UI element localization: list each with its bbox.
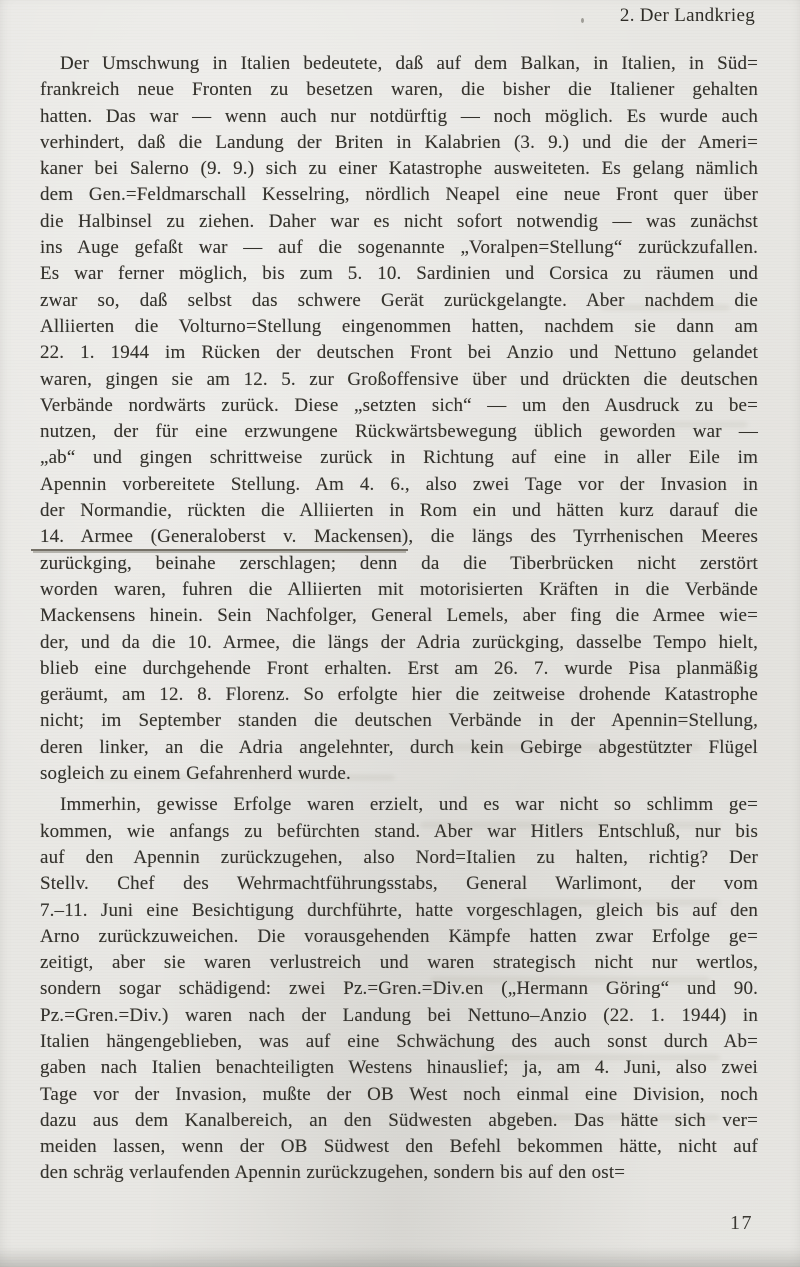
text-line: 7.–11. Juni eine Besichtigung durchführte, hatte vorgeschlagen, gleich bis auf den [40, 899, 758, 921]
text-line: kaner bei Salerno (9. 9.) sich zu einer Katastrophe ausweiteten. Es gelang nämlich [40, 158, 758, 180]
text-line: „ab“ und gingen schrittweise zurück in Richtung auf eine in aller Eile im [40, 447, 758, 469]
text-line: der Normandie, rückten die Alliierten in Rom ein und hätten kurz darauf die [40, 500, 758, 522]
text-line: blieb eine durchgehende Front erhalten. Erst am 26. 7. wurde Pisa planmäßig [40, 657, 758, 679]
pencil-underline: 14. Armee (Generaloberst v. Mackensen) [31, 526, 408, 551]
text-line: ins Auge gefaßt war — auf die sogenannte „Voralpen=Stellung“ zurückzufallen. [40, 237, 758, 259]
page-number: 17 [730, 1212, 753, 1234]
text-line: Tage vor der Invasion, mußte der OB West noch einmal eine Division, noch [40, 1083, 758, 1105]
text-line: geräumt, am 12. 8. Florenz. So erfolgte hier die zeitweise drohende Katastrophe [40, 684, 758, 706]
page-bottom-edge-shadow [0, 1247, 800, 1267]
text-line: die Halbinsel zu ziehen. Daher war es nicht sofort notwendig — was zunächst [40, 210, 758, 232]
text-line: Stellv. Chef des Wehrmachtführungsstabs, General Warlimont, der vom [40, 873, 758, 895]
ink-speck [581, 18, 584, 23]
text-line: kommen, wie anfangs zu befürchten stand. Aber war Hitlers Entschluß, nur bis [40, 820, 758, 842]
text-line: Mackensens hinein. Sein Nachfolger, General Lemels, aber fing die Armee wie= [40, 605, 758, 627]
text-line: zurückging, beinahe zerschlagen; denn da die Tiberbrücken nicht zerstört [40, 552, 758, 574]
text-line: meiden lassen, wenn der OB Südwest den Befehl bekommen hätte, nicht auf [40, 1136, 758, 1158]
text-line: Verbände nordwärts zurück. Diese „setzten sich“ — um den Ausdruck zu be= [40, 394, 758, 416]
running-header: 2. Der Landkrieg [619, 5, 755, 26]
text-line: Der Umschwung in Italien bedeutete, daß auf dem Balkan, in Italien, in Süd= [60, 53, 758, 74]
text-line: nutzen, der für eine erzwungene Rückwärtsbewegung üblich geworden war — [40, 421, 758, 443]
text-line: der, und da die 10. Armee, die längs der Adria zurückging, dasselbe Tempo hielt, [40, 631, 758, 653]
text-line: 22. 1. 1944 im Rücken der deutschen Front bei Anzio und Nettuno gelandet [40, 342, 758, 364]
text-line: frankreich neue Fronten zu besetzen waren, die bisher die Italiener gehalten [40, 79, 758, 101]
text-line: gaben nach Italien benachteiligten Westens hinauslief; ja, am 4. Juni, also zwei [40, 1057, 758, 1079]
text-line: zeitigt, aber sie waren verlustreich und waren strategisch nicht nur wertlos, [40, 952, 758, 974]
text-line: Es war ferner möglich, bis zum 5. 10. Sardinien und Corsica zu räumen und [40, 263, 758, 285]
text-line: dazu aus dem Kanalbereich, an den Südwesten abgeben. Das hätte sich ver= [40, 1109, 758, 1131]
text-line: deren linker, an die Adria angelehnter, durch kein Gebirge abgestützter Flügel [40, 736, 758, 758]
text-line: den schräg verlaufenden Apennin zurückzugehen, sondern bis auf den ost= [40, 1162, 626, 1184]
text-line: sondern sogar schädigend: zwei Pz.=Gren.=Div.en („Hermann Göring“ und 90. [40, 978, 758, 1000]
text-line: auf den Apennin zurückzugehen, also Nord=Italien zu halten, richtig? Der [40, 846, 758, 868]
paragraph-1 [40, 51, 758, 787]
text-line: Immerhin, gewisse Erfolge waren erzielt, und es war nicht so schlimm ge= [60, 794, 758, 816]
text-line: verhindert, daß die Landung der Briten in Kalabrien (3. 9.) und die der Ameri= [40, 131, 758, 153]
paragraph-2 [40, 792, 758, 1186]
text-line: dem Gen.=Feldmarschall Kesselring, nördlich Neapel eine neue Front quer über [40, 184, 758, 206]
text-line: sogleich zu einem Gefahrenherd wurde. [40, 763, 351, 785]
text-line: 14. Armee (Generaloberst v. Mackensen), die längs des Tyrrhenischen Meeres [40, 524, 758, 550]
text-line: Apennin vorbereitete Stellung. Am 4. 6., also zwei Tage vor der Invasion in [40, 473, 758, 495]
text-line: Alliierten die Volturno=Stellung eingenommen hatten, nachdem sie dann am [40, 315, 758, 337]
text-line: Arno zurückzuweichen. Die vorausgehenden Kämpfe hatten zwar Erfolge ge= [40, 925, 758, 947]
text-line: nicht; im September standen die deutschen Verbände in der Apennin=Stellung, [40, 710, 758, 732]
text-line: waren, gingen sie am 12. 5. zur Großoffensive über und drückten die deutschen [40, 368, 758, 390]
text-line: zwar so, daß selbst das schwere Gerät zurückgelangte. Aber nachdem die [40, 289, 758, 311]
text-line: Italien hängengeblieben, was auf eine Schwächung des auch sonst durch Ab= [40, 1030, 758, 1052]
text-line: Pz.=Gren.=Div.) waren nach der Landung bei Nettuno–Anzio (22. 1. 1944) in [40, 1004, 758, 1026]
text-line: worden waren, fuhren die Alliierten mit motorisierten Kräften in die Verbände [40, 578, 758, 600]
text-line: hatten. Das war — wenn auch nur notdürftig — noch möglich. Es wurde auch [40, 105, 758, 127]
text-block [40, 51, 758, 1187]
